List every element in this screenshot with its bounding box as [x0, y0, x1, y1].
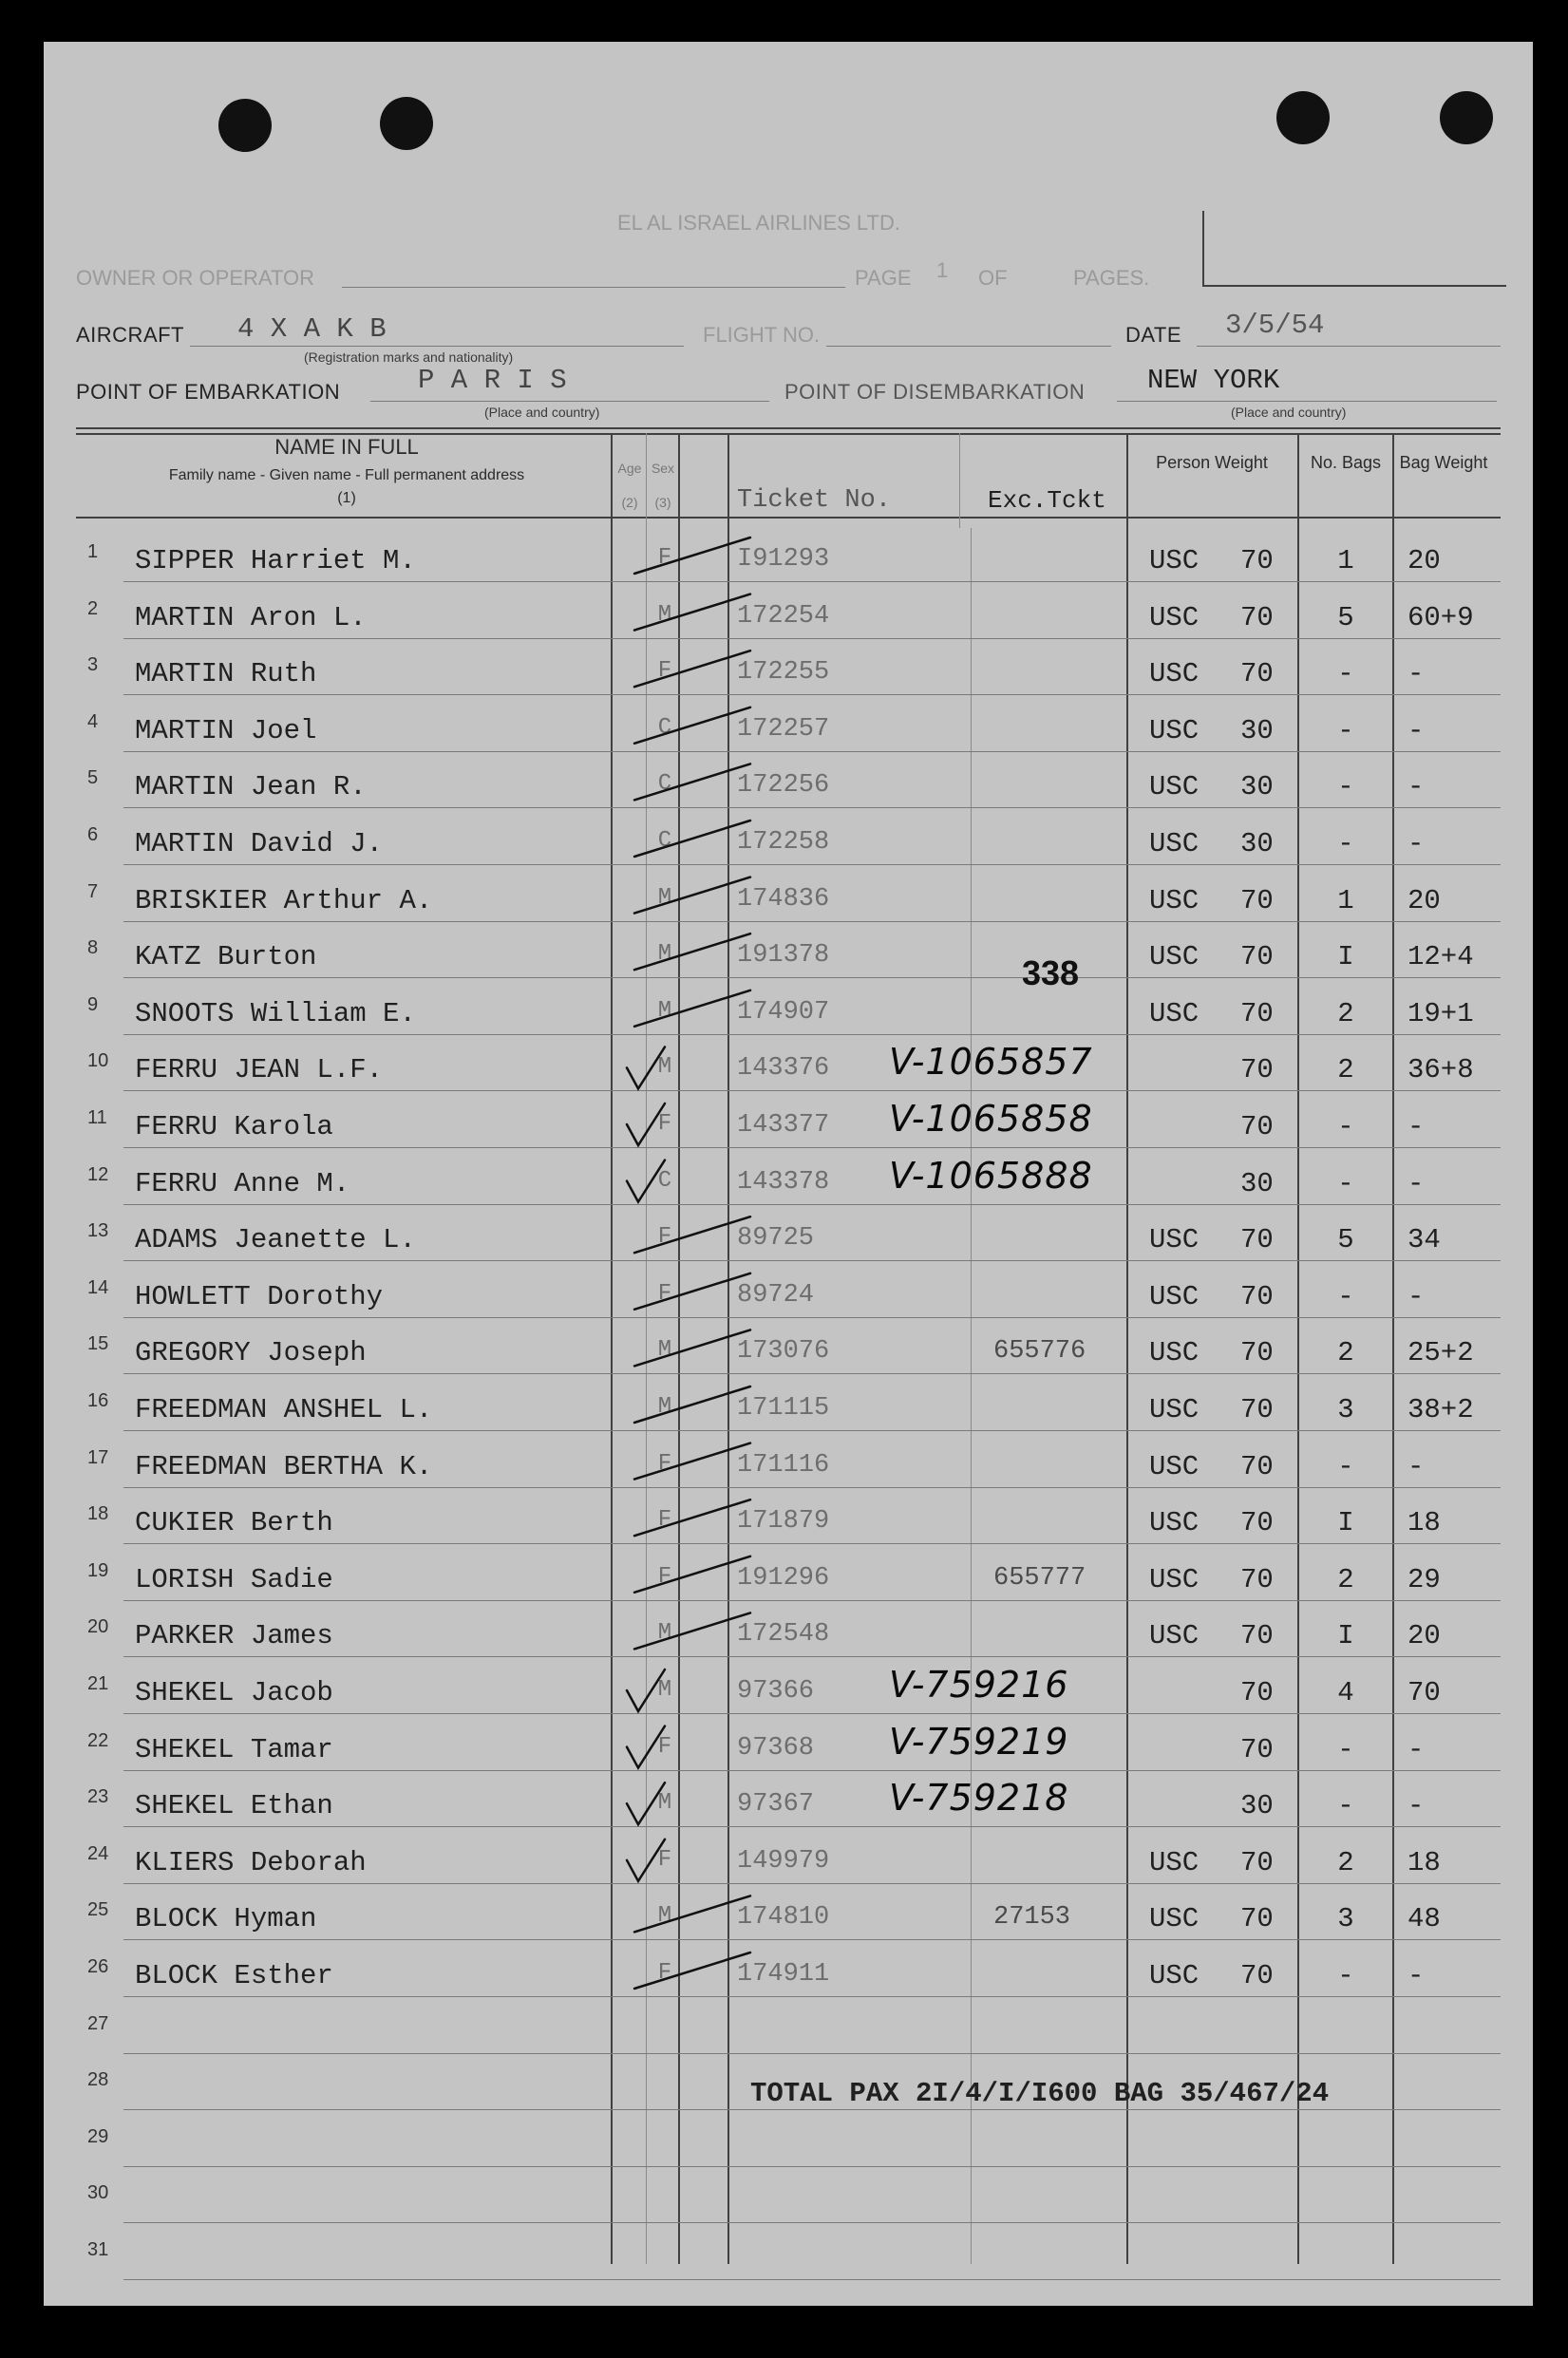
slash-mark — [634, 1613, 750, 1649]
class-code: USC — [1149, 545, 1200, 576]
col-name-sub: Family name - Given name - Full permanent address — [168, 467, 525, 483]
col-ticket: Ticket No. — [737, 486, 892, 515]
sex-value: M — [657, 601, 672, 628]
col-bag-weight: Bag Weight — [1399, 453, 1488, 472]
slash-mark — [634, 1387, 750, 1423]
slash-mark — [634, 1217, 750, 1253]
col-name-title: NAME IN FULL — [274, 435, 419, 459]
row-number: 29 — [87, 2125, 109, 2147]
person-weight: 70 — [1240, 1224, 1274, 1256]
passenger-name: SHEKEL Ethan — [135, 1790, 333, 1822]
slash-mark — [634, 538, 750, 574]
slash-mark — [634, 1443, 750, 1480]
bag-count: 2 — [1337, 997, 1354, 1029]
class-code: USC — [1149, 658, 1200, 690]
person-weight: 70 — [1240, 1846, 1274, 1878]
handwritten-voucher: V-759216 — [889, 1664, 1069, 1706]
ticket-number: 172255 — [737, 658, 830, 688]
ticket-number: 89725 — [737, 1224, 815, 1254]
row-number: 16 — [87, 1390, 109, 1411]
passenger-name: MARTIN David J. — [135, 828, 384, 859]
check-mark — [627, 1839, 665, 1881]
sex-value: C — [657, 714, 672, 741]
slash-mark — [634, 594, 750, 631]
ticket-number: 172254 — [737, 601, 830, 631]
col-person-weight: Person Weight — [1156, 453, 1268, 472]
ticket-number: 174911 — [737, 1960, 830, 1989]
passenger-name: MARTIN Joel — [135, 714, 317, 746]
passenger-name: KLIERS Deborah — [135, 1846, 367, 1878]
bag-count: - — [1337, 714, 1354, 746]
bag-weight: - — [1407, 658, 1425, 690]
bag-weight: 12+4 — [1407, 941, 1474, 973]
bag-count: I — [1337, 1507, 1354, 1539]
sex-value: C — [657, 1167, 672, 1194]
class-code: USC — [1149, 1394, 1200, 1425]
row-number: 4 — [87, 710, 99, 732]
bag-weight: 34 — [1407, 1224, 1441, 1256]
ticket-number: 171879 — [737, 1507, 830, 1537]
pages-label: PAGES. — [1073, 266, 1150, 290]
row-number: 30 — [87, 2182, 109, 2204]
class-code: USC — [1149, 884, 1200, 916]
ticket-number: 173076 — [737, 1337, 830, 1367]
col-name-num: (1) — [337, 490, 356, 506]
slash-mark — [634, 1500, 750, 1536]
sex-value: F — [657, 1111, 672, 1137]
sex-value: F — [657, 1733, 672, 1760]
slash-mark — [634, 1330, 750, 1366]
row-number: 31 — [87, 2239, 109, 2260]
sex-value: F — [657, 1507, 672, 1534]
bag-weight: 19+1 — [1407, 997, 1474, 1029]
row-number: 6 — [87, 824, 99, 845]
person-weight: 70 — [1240, 1960, 1274, 1991]
class-code: USC — [1149, 714, 1200, 746]
check-mark — [627, 1160, 665, 1202]
disembarkation-sub: (Place and country) — [1231, 405, 1347, 420]
ticket-number: 172257 — [737, 714, 830, 744]
class-code: USC — [1149, 1224, 1200, 1256]
person-weight: 70 — [1240, 1054, 1274, 1086]
aircraft-label: AIRCRAFT — [76, 323, 184, 347]
total-summary: TOTAL PAX 2I/4/I/I600 BAG 35/467/24 — [750, 2078, 1330, 2109]
row-number: 18 — [87, 1503, 109, 1525]
slash-mark — [634, 651, 750, 687]
handwritten-voucher: V-1065888 — [889, 1154, 1093, 1197]
slash-mark — [634, 934, 750, 970]
disembarkation-value: NEW YORK — [1147, 365, 1280, 396]
passenger-name: BRISKIER Arthur A. — [135, 884, 433, 916]
sex-value: M — [657, 1337, 672, 1364]
row-number: 26 — [87, 1956, 109, 1977]
class-code: USC — [1149, 1846, 1200, 1878]
bag-count: - — [1337, 1790, 1354, 1822]
sex-value: M — [657, 1677, 672, 1703]
passenger-name: LORISH Sadie — [135, 1563, 333, 1595]
row-number: 1 — [87, 541, 99, 562]
disembarkation-label: POINT OF DISEMBARKATION — [784, 380, 1086, 404]
bag-count: - — [1337, 1733, 1354, 1765]
passenger-name: KATZ Burton — [135, 941, 317, 973]
handwritten-voucher: V-759218 — [889, 1777, 1069, 1820]
embarkation-sub: (Place and country) — [484, 405, 600, 420]
sex-value: F — [657, 1846, 672, 1873]
passenger-name: BLOCK Hyman — [135, 1903, 317, 1935]
row-number: 14 — [87, 1276, 109, 1298]
bag-count: 2 — [1337, 1846, 1354, 1878]
class-code: USC — [1149, 1450, 1200, 1482]
ticket-number: 143378 — [737, 1167, 830, 1197]
bag-count: 1 — [1337, 545, 1354, 576]
person-weight: 70 — [1240, 1450, 1274, 1482]
owner-label: OWNER OR OPERATOR — [76, 266, 314, 290]
person-weight: 30 — [1240, 828, 1274, 859]
ticket-number: I91293 — [737, 545, 830, 574]
bag-weight: 18 — [1407, 1507, 1441, 1539]
slash-mark — [634, 821, 750, 857]
bag-count: 2 — [1337, 1054, 1354, 1086]
bag-count: 3 — [1337, 1903, 1354, 1935]
col-no-bags: No. Bags — [1310, 453, 1382, 472]
person-weight: 70 — [1240, 1280, 1274, 1312]
bag-weight: - — [1407, 828, 1425, 859]
bag-weight: - — [1407, 1280, 1425, 1312]
sex-value: F — [657, 1280, 672, 1307]
ticket-number: 171115 — [737, 1394, 830, 1423]
person-weight: 30 — [1240, 1167, 1274, 1199]
date-label: DATE — [1125, 323, 1182, 347]
bag-weight: - — [1407, 771, 1425, 803]
ticket-number: 191378 — [737, 941, 830, 971]
class-code: USC — [1149, 601, 1200, 633]
class-code: USC — [1149, 771, 1200, 803]
row-number: 28 — [87, 2069, 109, 2091]
passenger-name: SHEKEL Jacob — [135, 1677, 333, 1708]
passenger-name: CUKIER Berth — [135, 1507, 333, 1539]
row-number: 21 — [87, 1673, 109, 1694]
bag-count: - — [1337, 1960, 1354, 1991]
person-weight: 70 — [1240, 997, 1274, 1029]
row-number: 13 — [87, 1220, 109, 1242]
airline-name: EL AL ISRAEL AIRLINES LTD. — [617, 211, 900, 235]
sex-value: F — [657, 545, 672, 571]
slash-mark — [634, 1952, 750, 1989]
bag-count: - — [1337, 771, 1354, 803]
ticket-number: 149979 — [737, 1846, 830, 1876]
row-number: 23 — [87, 1786, 109, 1808]
bag-count: I — [1337, 1620, 1354, 1652]
sex-value: M — [657, 884, 672, 911]
bag-weight: 38+2 — [1407, 1394, 1474, 1425]
sex-value: M — [657, 1394, 672, 1420]
check-mark — [627, 1726, 665, 1768]
ticket-number: 174907 — [737, 997, 830, 1027]
class-code: USC — [1149, 1903, 1200, 1935]
person-weight: 70 — [1240, 601, 1274, 633]
person-weight: 70 — [1240, 941, 1274, 973]
passenger-name: MARTIN Aron L. — [135, 601, 367, 633]
bag-weight: 36+8 — [1407, 1054, 1474, 1086]
passenger-name: FERRU Karola — [135, 1111, 333, 1142]
bag-count: 3 — [1337, 1394, 1354, 1425]
ticket-number: 174836 — [737, 884, 830, 914]
handwritten-voucher: V-1065857 — [889, 1041, 1093, 1084]
row-number: 9 — [87, 993, 99, 1015]
passenger-name: FERRU JEAN L.F. — [135, 1054, 384, 1086]
sex-value: M — [657, 997, 672, 1024]
ticket-number: 97367 — [737, 1790, 815, 1820]
row-number: 24 — [87, 1842, 109, 1864]
row-number: 5 — [87, 767, 99, 789]
passenger-name: HOWLETT Dorothy — [135, 1280, 384, 1312]
bag-count: 1 — [1337, 884, 1354, 916]
bag-weight: - — [1407, 1167, 1425, 1199]
bag-count: 5 — [1337, 1224, 1354, 1256]
bag-weight: - — [1407, 714, 1425, 746]
passenger-name: GREGORY Joseph — [135, 1337, 367, 1369]
sex-value: F — [657, 1563, 672, 1590]
person-weight: 70 — [1240, 545, 1274, 576]
bag-weight: 25+2 — [1407, 1337, 1474, 1369]
bag-count: - — [1337, 828, 1354, 859]
bag-count: 2 — [1337, 1337, 1354, 1369]
person-weight: 70 — [1240, 1620, 1274, 1652]
row-number: 12 — [87, 1163, 109, 1185]
passenger-name: ADAMS Jeanette L. — [135, 1224, 416, 1256]
class-code: USC — [1149, 1620, 1200, 1652]
passenger-name: MARTIN Jean R. — [135, 771, 367, 803]
passenger-name: FREEDMAN ANSHEL L. — [135, 1394, 433, 1425]
handwritten-voucher: V-759219 — [889, 1720, 1069, 1763]
bag-weight: 48 — [1407, 1903, 1441, 1935]
bag-count: - — [1337, 658, 1354, 690]
row-number: 7 — [87, 880, 99, 902]
person-weight: 70 — [1240, 1563, 1274, 1595]
bag-weight: 60+9 — [1407, 601, 1474, 633]
passenger-name: BLOCK Esther — [135, 1960, 333, 1991]
class-code: USC — [1149, 1960, 1200, 1991]
class-code: USC — [1149, 1563, 1200, 1595]
person-weight: 70 — [1240, 1903, 1274, 1935]
check-mark — [627, 1047, 665, 1088]
row-number: 27 — [87, 2012, 109, 2034]
bag-count: I — [1337, 941, 1354, 973]
passenger-name: FERRU Anne M. — [135, 1167, 350, 1199]
slash-mark — [634, 990, 750, 1027]
row-number: 15 — [87, 1333, 109, 1355]
sex-value: M — [657, 1903, 672, 1930]
bag-weight: 29 — [1407, 1563, 1441, 1595]
ticket-number: 191296 — [737, 1563, 830, 1593]
ticket-number: 172548 — [737, 1620, 830, 1650]
person-weight: 70 — [1240, 1394, 1274, 1425]
slash-mark — [634, 1896, 750, 1932]
row-number: 22 — [87, 1729, 109, 1751]
embarkation-value: P A R I S — [418, 365, 567, 396]
ticket-number: 143377 — [737, 1111, 830, 1140]
person-weight: 70 — [1240, 884, 1274, 916]
slash-mark — [634, 764, 750, 800]
person-weight: 30 — [1240, 1790, 1274, 1822]
sex-value: C — [657, 828, 672, 854]
slash-mark — [634, 707, 750, 744]
page-label: PAGE — [855, 266, 912, 290]
col-age-num: (2) — [621, 495, 638, 510]
ticket-number: 172256 — [737, 771, 830, 801]
bag-weight: 20 — [1407, 884, 1441, 916]
col-exc-tckt: Exc.Tckt — [988, 486, 1106, 515]
aircraft-sub: (Registration marks and nationality) — [304, 349, 514, 365]
sex-value: F — [657, 1960, 672, 1986]
ticket-number: 171116 — [737, 1450, 830, 1480]
sex-value: F — [657, 1224, 672, 1251]
bag-count: - — [1337, 1111, 1354, 1142]
slash-mark — [634, 1556, 750, 1593]
class-code: USC — [1149, 997, 1200, 1029]
slash-mark — [634, 877, 750, 914]
sex-value: F — [657, 658, 672, 685]
bag-weight: 20 — [1407, 545, 1441, 576]
class-code: USC — [1149, 941, 1200, 973]
row-number: 19 — [87, 1559, 109, 1581]
row-number: 11 — [87, 1107, 107, 1128]
row-number: 17 — [87, 1446, 109, 1468]
handwritten-voucher: V-1065858 — [889, 1098, 1093, 1140]
person-weight: 70 — [1240, 1507, 1274, 1539]
person-weight: 70 — [1240, 1733, 1274, 1765]
exc-ticket: 655776 — [993, 1337, 1086, 1367]
date-value: 3/5/54 — [1225, 310, 1325, 341]
col-age: Age — [617, 461, 642, 476]
bag-weight: - — [1407, 1960, 1425, 1991]
of-label: OF — [978, 266, 1008, 290]
bag-weight: - — [1407, 1450, 1425, 1482]
page-number: 1 — [936, 258, 949, 282]
slash-mark — [634, 1273, 750, 1310]
annotation-338: 338 — [1022, 953, 1080, 992]
bag-count: 2 — [1337, 1563, 1354, 1595]
row-number: 10 — [87, 1050, 109, 1072]
col-sex: Sex — [651, 461, 675, 476]
bag-count: 4 — [1337, 1677, 1354, 1708]
bag-weight: - — [1407, 1733, 1425, 1765]
passenger-name: SIPPER Harriet M. — [135, 545, 416, 576]
person-weight: 70 — [1240, 1111, 1274, 1142]
person-weight: 30 — [1240, 714, 1274, 746]
sex-value: M — [657, 1054, 672, 1081]
bag-weight: - — [1407, 1111, 1425, 1142]
aircraft-value: 4 X A K B — [237, 313, 387, 345]
exc-ticket: 27153 — [993, 1903, 1071, 1933]
passenger-name: FREEDMAN BERTHA K. — [135, 1450, 433, 1482]
check-mark — [627, 1104, 665, 1145]
ticket-number: 172258 — [737, 828, 830, 857]
sex-value: M — [657, 1620, 672, 1647]
bag-count: - — [1337, 1450, 1354, 1482]
sex-value: M — [657, 941, 672, 968]
class-code: USC — [1149, 1280, 1200, 1312]
person-weight: 70 — [1240, 1337, 1274, 1369]
ticket-number: 89724 — [737, 1280, 815, 1310]
check-mark — [627, 1783, 665, 1824]
passenger-name: SNOOTS William E. — [135, 997, 416, 1029]
ticket-number: 97366 — [737, 1677, 815, 1706]
row-number: 20 — [87, 1616, 109, 1638]
ticket-number: 97368 — [737, 1733, 815, 1763]
bag-weight: 20 — [1407, 1620, 1441, 1652]
person-weight: 70 — [1240, 658, 1274, 690]
bag-count: - — [1337, 1167, 1354, 1199]
row-number: 2 — [87, 597, 99, 619]
embarkation-label: POINT OF EMBARKATION — [76, 380, 341, 404]
passenger-name: SHEKEL Tamar — [135, 1733, 333, 1765]
class-code: USC — [1149, 828, 1200, 859]
col-sex-num: (3) — [654, 495, 671, 510]
row-number: 3 — [87, 654, 99, 676]
row-number: 25 — [87, 1899, 109, 1921]
ticket-number: 143376 — [737, 1054, 830, 1084]
passenger-name: PARKER James — [135, 1620, 333, 1652]
sex-value: F — [657, 1450, 672, 1477]
row-number: 8 — [87, 937, 99, 959]
flight-label: FLIGHT NO. — [703, 323, 821, 347]
class-code: USC — [1149, 1337, 1200, 1369]
passenger-name: MARTIN Ruth — [135, 658, 317, 690]
sex-value: C — [657, 771, 672, 798]
person-weight: 70 — [1240, 1677, 1274, 1708]
check-mark — [627, 1669, 665, 1711]
person-weight: 30 — [1240, 771, 1274, 803]
sex-value: M — [657, 1790, 672, 1817]
ticket-number: 174810 — [737, 1903, 830, 1933]
bag-weight: 70 — [1407, 1677, 1441, 1708]
bag-weight: - — [1407, 1790, 1425, 1822]
bag-weight: 18 — [1407, 1846, 1441, 1878]
bag-count: - — [1337, 1280, 1354, 1312]
class-code: USC — [1149, 1507, 1200, 1539]
bag-count: 5 — [1337, 601, 1354, 633]
exc-ticket: 655777 — [993, 1563, 1086, 1593]
